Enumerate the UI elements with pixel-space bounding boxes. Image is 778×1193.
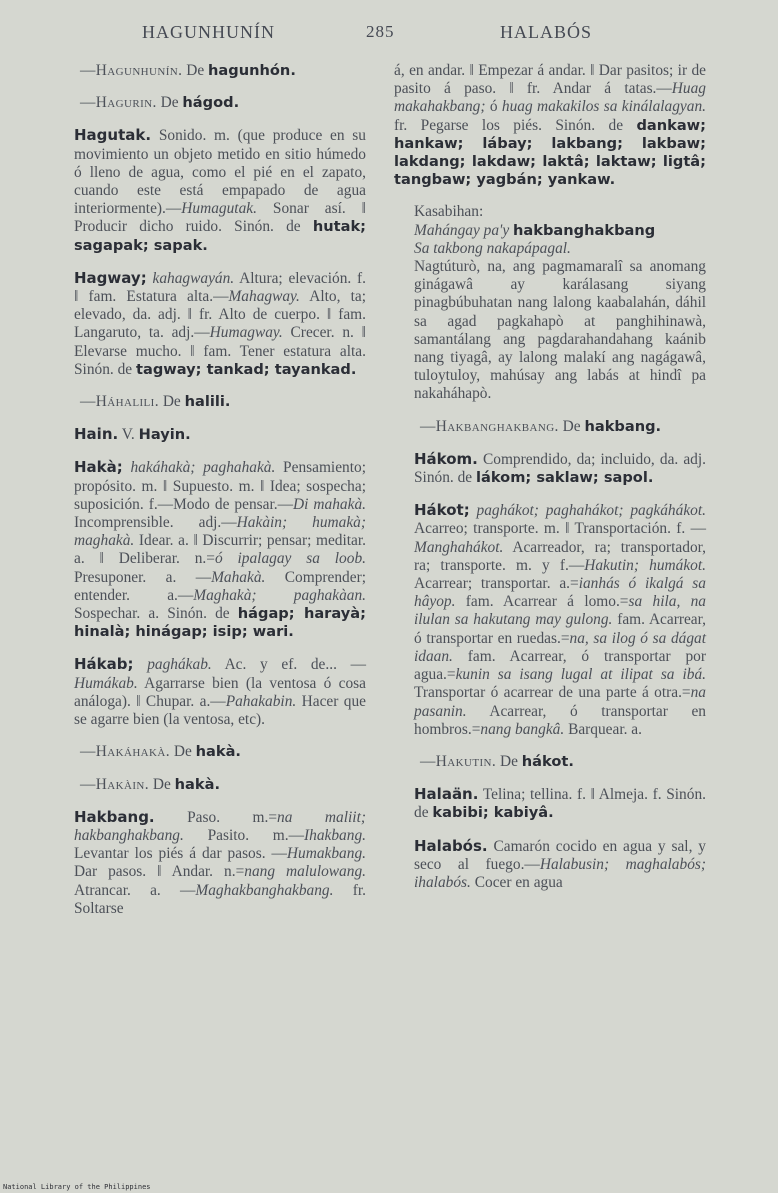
entry-hagutak bbox=[54, 126, 366, 254]
entry-ref: —Hakàin. bbox=[80, 775, 149, 793]
proverb-text: Mahángay pa'y bbox=[414, 221, 510, 239]
definition-text: Incomprensible. adj.— bbox=[74, 514, 237, 532]
synonyms: lákom; saklaw; sapol. bbox=[476, 469, 654, 487]
example-word: na, sa ilog ó sa dágat idaan. bbox=[414, 629, 706, 665]
definition-text: Agarrarse bien (la ventosa ó cosa análoga). ‖ Chupar. a.— bbox=[74, 674, 366, 710]
header-right-guide-word: HALABÓS bbox=[500, 22, 593, 42]
synonyms: dankaw; hankaw; lábay; lakbang; lakbaw; lakdang; lakdaw; laktâ; laktaw; ligtâ; tangbaw; yagbán; yankaw. bbox=[394, 116, 706, 189]
headword: Hákab; bbox=[74, 655, 134, 674]
definition-text: Acarreo; transporte. m. ‖ Transportación. f. — bbox=[414, 520, 706, 538]
example-word: sa hila, na ilulan sa hakutang may gulong. bbox=[414, 593, 707, 629]
entry-hakain bbox=[54, 776, 366, 794]
synonyms: hutak; sagapak; sapak. bbox=[74, 218, 366, 254]
definition-text: Acarrear, ó transportar en hombros.= bbox=[414, 702, 706, 738]
entry-de: De bbox=[162, 393, 181, 411]
headword: Hákom. bbox=[414, 449, 478, 468]
headword: Hakà; bbox=[74, 458, 123, 477]
example-word: Maghakbanghakbang. bbox=[195, 881, 334, 899]
entry-hagunhunin bbox=[54, 62, 366, 80]
header-left-guide-word: HAGUNHUNÍN bbox=[142, 22, 275, 42]
example-word: paghákot; paghahákot; pagkáhákot. bbox=[476, 502, 706, 520]
example-word: Hakutin; humákot. bbox=[584, 556, 706, 574]
kasabihan-line-1 bbox=[414, 222, 706, 240]
entry-hakot bbox=[394, 501, 706, 739]
entry-target: hakà. bbox=[174, 775, 221, 793]
definition-text: Comprendido, da; incluido, da. adj. Sinón. de bbox=[414, 450, 706, 487]
entry-de: De bbox=[160, 94, 179, 112]
entry-target: hakbang. bbox=[584, 417, 662, 435]
entry-ref: —Hakbanghakbang. bbox=[420, 417, 559, 435]
example-word: Mahakà. bbox=[211, 568, 266, 586]
entry-hakutin bbox=[394, 753, 706, 771]
definition-text: Alto, ta; elevado, da. adj. ‖ fr. Alto de cuerpo. ‖ fam. Langaruto, ta. adj.— bbox=[74, 288, 366, 342]
definition-text: Levantar los piés á dar pasos. — bbox=[74, 845, 287, 863]
entry-halabos bbox=[394, 837, 706, 893]
headword: Hakbang. bbox=[74, 807, 155, 826]
definition-text: Camarón cocido en agua y sal, y seco al fuego.— bbox=[414, 837, 706, 873]
example-word: ó ipalagay sa loob. bbox=[214, 550, 366, 568]
definition-text: Sospechar. a. Sinón. de bbox=[74, 605, 230, 623]
kasabihan-block bbox=[394, 203, 706, 403]
definition-text: fr. Soltarse bbox=[74, 881, 366, 917]
entry-hagway bbox=[54, 269, 366, 379]
entry-ref: —Hagurin. bbox=[80, 94, 157, 112]
synonyms: hágap; harayà; hinalà; hinágap; isip; wari. bbox=[74, 605, 366, 641]
example-word: Pahakabin. bbox=[225, 692, 297, 710]
proverb-text: Sa takbong nakapápagal. bbox=[414, 239, 571, 257]
example-word: Humakbang. bbox=[286, 845, 366, 863]
definition-text: Presuponer. a. — bbox=[74, 568, 212, 586]
definition-text: Altura; elevación. f. ‖ fam. Estatura alta.— bbox=[74, 269, 366, 306]
kasabihan-explanation: Nagtúturò, na, ang pagmamaralî sa anomang ginágawâ ay karálasang siyang pinagbúbuhatan nang lalong kaabalahán, dáhil sa agad pagkahapò at panghihinawà, samantálang ang pagdarahandahang kaánib nang tiyagâ, ay lalong malakí ang nagágawâ, tuloytuloy, mahúsay ang labás at hindî pa nakaháhapò. bbox=[414, 258, 706, 403]
example-word: kahagwayán. bbox=[152, 269, 235, 287]
example-word: paghákab. bbox=[147, 656, 212, 674]
example-word: kunin sa isang lugal at ilipat sa ibá. bbox=[455, 666, 706, 684]
headword: Halaän. bbox=[414, 785, 479, 804]
example-word: Maghakà; paghakàan. bbox=[193, 586, 366, 604]
kasabihan-line-2 bbox=[414, 240, 706, 258]
entry-target: hágod. bbox=[182, 94, 240, 112]
example-word: na pasanin. bbox=[414, 684, 706, 720]
definition-text: Comprender; entender. a.— bbox=[74, 568, 366, 604]
definition-text: Hacer que se agarre bien (la ventosa, etc). bbox=[74, 692, 366, 729]
definition-text: Sonar así. ‖ Producir dicho ruido. Sinón. de bbox=[74, 200, 366, 236]
entry-target: hakà. bbox=[195, 743, 241, 761]
entry-hakom bbox=[394, 450, 706, 487]
definition-text: Dar pasos. ‖ Andar. n.= bbox=[74, 863, 245, 881]
entry-hain bbox=[54, 425, 366, 444]
proverb-keyword: hakbanghakbang bbox=[513, 221, 656, 239]
headword: Halabós. bbox=[414, 836, 488, 855]
definition-text: Transportar ó acarrear de una parte á otra.= bbox=[414, 684, 691, 702]
entry-hakbanghakbang bbox=[394, 418, 706, 436]
entry-de: De bbox=[173, 743, 192, 761]
definition-text: fam. Acarrear, ó transportar por agua.= bbox=[414, 647, 706, 684]
example-word: Di mahakà. bbox=[293, 495, 366, 513]
example-word: Halabusin; maghalabós; ihalabós. bbox=[414, 855, 706, 891]
entry-haka bbox=[54, 458, 366, 641]
right-column bbox=[394, 62, 706, 906]
entry-target: hagunhón. bbox=[208, 62, 296, 79]
definition-text: Atrancar. a. — bbox=[74, 881, 196, 899]
example-word: na maliit; hakbanghakbang. bbox=[74, 808, 366, 844]
entry-ref: —Hakáhakà. bbox=[80, 743, 170, 761]
definition-text: Acarreador, ra; transportador, ra; transporte. m. y f.— bbox=[414, 538, 706, 574]
entry-hakahaka bbox=[54, 743, 366, 761]
headword: Hagutak. bbox=[74, 126, 152, 145]
example-word: Manghahákot. bbox=[414, 538, 504, 556]
entry-hakbang-continued bbox=[394, 62, 706, 189]
definition-text: Acarrear; transportar. a.= bbox=[414, 575, 579, 593]
example-word: ianhás ó ikalgá sa hâyop. bbox=[414, 575, 706, 611]
definition-text: Ac. y ef. de... — bbox=[224, 656, 366, 674]
entry-target: halili. bbox=[184, 393, 231, 411]
headword: Hain. bbox=[74, 425, 119, 444]
synonyms: kabibi; kabiyâ. bbox=[432, 804, 554, 822]
definition-text: Crecer. n. ‖ Elevarse mucho. ‖ fam. Tener estatura alta. Sinón. de bbox=[74, 324, 366, 378]
example-word: Humagutak. bbox=[181, 200, 257, 218]
entry-hahalili bbox=[54, 393, 366, 411]
entry-de: De bbox=[186, 62, 205, 79]
synonyms: tagway; tankad; tayankad. bbox=[136, 360, 357, 378]
entry-de: De bbox=[152, 775, 171, 793]
entry-de: De bbox=[562, 417, 581, 435]
page-number: 285 bbox=[366, 22, 395, 41]
headword: Hagway; bbox=[74, 268, 147, 287]
entry-ref: —Hakutin. bbox=[420, 752, 497, 770]
example-word: huag makakilos sa kinálalagyan. bbox=[501, 98, 706, 116]
example-word: Huag makahakbang; bbox=[394, 80, 706, 116]
page-header bbox=[0, 22, 778, 48]
headword: Hákot; bbox=[414, 501, 470, 520]
definition-text: Cocer en agua bbox=[474, 873, 563, 891]
definition-text: Idear. a. ‖ Discurrir; pensar; meditar. a. ‖ Deliberar. n.= bbox=[74, 532, 366, 568]
library-footer: National Library of the Philippines bbox=[3, 1183, 151, 1191]
entry-hakbang bbox=[54, 808, 366, 918]
example-word: Mahagway. bbox=[228, 288, 300, 306]
example-word: nang malulowang. bbox=[244, 863, 366, 881]
entry-hagurin bbox=[54, 94, 366, 112]
definition-text: Telina; tellina. f. ‖ Almeja. f. Sinón. de bbox=[414, 786, 706, 822]
entry-target: hákot. bbox=[521, 752, 574, 770]
entry-halaan bbox=[394, 785, 706, 822]
example-word: hakáhakà; paghahakà. bbox=[130, 459, 276, 477]
entry-hakab bbox=[54, 655, 366, 729]
definition-text: ó bbox=[489, 98, 498, 116]
entry-target: Hayin. bbox=[138, 426, 191, 444]
definition-text: Barquear. a. bbox=[568, 720, 642, 738]
entry-de: De bbox=[499, 752, 518, 770]
example-word: nang bangkâ. bbox=[480, 720, 565, 738]
definition-text: Pasito. m.— bbox=[207, 826, 305, 844]
definition-text: fam. Acarrear á lomo.= bbox=[465, 593, 629, 611]
example-word: Ihakbang. bbox=[304, 826, 366, 844]
kasabihan-label: Kasabihan: bbox=[414, 203, 484, 221]
definition-text: fr. Pegarse los piés. Sinón. de bbox=[394, 116, 624, 134]
definition-text: Sonido. m. (que produce en su movimiento un objeto metido en sitio húmedo ó lleno de agua, como el pié en el zapato, cuando este está empapado de agua interiormente).— bbox=[74, 127, 366, 218]
definition-text: fam. Acarrear, ó transportar en ruedas.= bbox=[414, 611, 706, 647]
definition-text: V. bbox=[121, 426, 135, 444]
entry-ref: —Hagunhunín. bbox=[80, 62, 183, 79]
entry-ref: —Háhalili. bbox=[80, 393, 159, 411]
definition-text: Pensamiento; propósito. m. ‖ Supuesto. m. ‖ Idea; sospecha; suposición. f.—Modo de pensar.— bbox=[74, 459, 366, 513]
left-column bbox=[54, 62, 366, 932]
example-word: Hakàin; humakà; maghakà. bbox=[74, 514, 366, 550]
definition-text: á, en andar. ‖ Empezar á andar. ‖ Dar pasitos; ir de pasito á paso. ‖ fr. Andar á tatas.— bbox=[394, 62, 706, 98]
definition-text: Paso. m.= bbox=[187, 808, 278, 826]
example-word: Humagway. bbox=[209, 324, 283, 342]
example-word: Humákab. bbox=[74, 674, 138, 692]
